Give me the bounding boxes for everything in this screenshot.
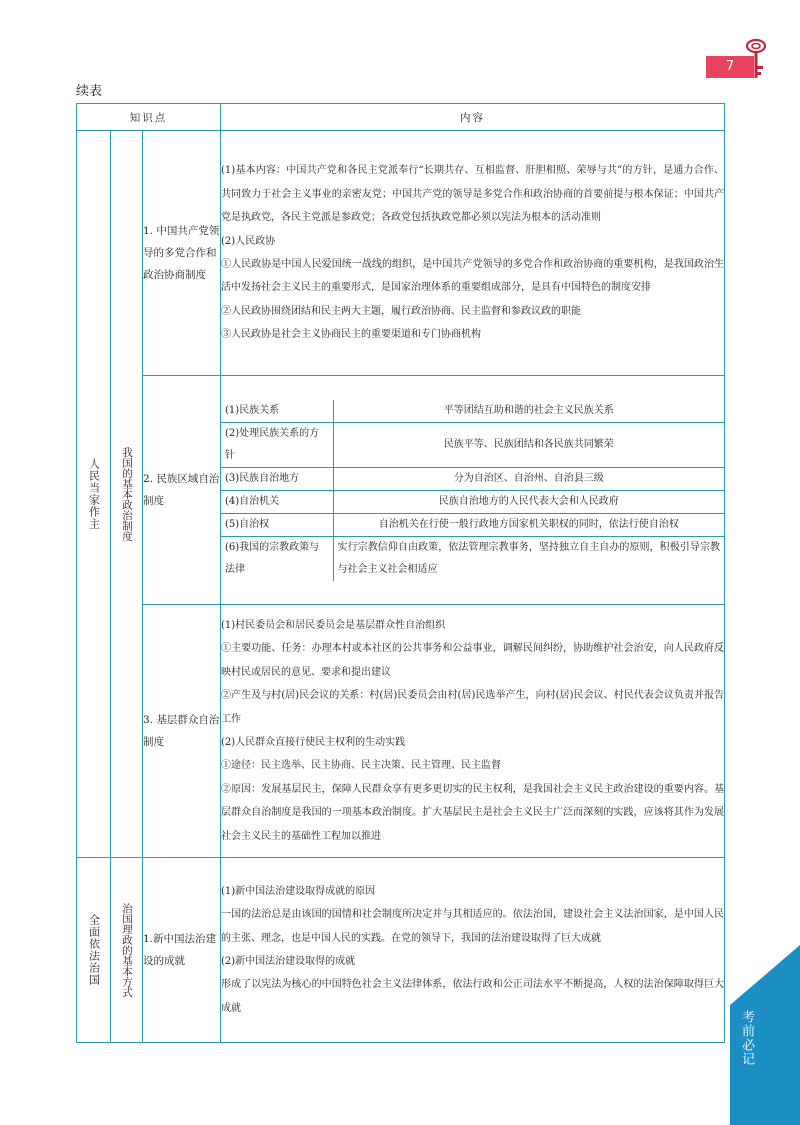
inner-key: (5)自治权: [221, 513, 333, 536]
section-cell: [77, 131, 111, 858]
inner-key: (1)民族关系: [221, 400, 333, 423]
inner-row: [221, 400, 724, 423]
content-cell: [221, 131, 725, 376]
content-line: 形成了以宪法为核心的中国特色社会主义法律体系，依法行政和公正司法水平不断提高，人权的法治保障取得巨大成就: [221, 979, 725, 1014]
inner-value: 分为自治区、自治州、自治县三级: [333, 467, 724, 490]
inner-row: [221, 422, 724, 467]
inner-row: [221, 536, 724, 581]
inner-row: [221, 467, 724, 490]
content-line: (2)人民政协: [221, 235, 276, 247]
section-title: 全面依法治国: [87, 914, 101, 986]
subsection-cell: [111, 131, 143, 858]
inner-key: (6)我国的宗教政策与法律: [221, 536, 333, 581]
content-line: (1)新中国法治建设取得成就的原因: [221, 885, 376, 897]
topic-title: 2. 民族区域自治制度: [143, 376, 221, 605]
inner-value: 平等团结互助和谐的社会主义民族关系: [333, 400, 724, 423]
content-line: ②原因：发展基层民主，保障人民群众享有更多更切实的民主权利，是我国社会主义民主政治建设的重要内容。基层群众自治制度是我国的一项基本政治制度。扩大基层民主是社会主义民主广泛而深刻的实践，应该将其作为发展社会主义民主的基础性工程加以推进: [221, 783, 725, 842]
inner-row: [221, 513, 724, 536]
inner-key: (3)民族自治地方: [221, 467, 333, 490]
content-cell: [221, 376, 725, 605]
content-line: (1)村民委员会和居民委员会是基层群众性自治组织: [221, 619, 446, 631]
key-icon: [742, 38, 772, 84]
content-cell: [221, 605, 725, 858]
content-line: 一国的法治总是由该国的国情和社会制度所决定并与其相适应的。依法治国，建设社会主义法治国家，是中国人民的主张、理念，也是中国人民的实践。在党的领导下，我国的法治建设取得了巨大成就: [221, 909, 725, 944]
content-line: (2)人民群众直接行使民主权利的生动实践: [221, 737, 406, 748]
page-number: 7: [706, 56, 754, 78]
content-line: ②产生及与村(居)民会议的关系：村(居)民委员会由村(居)民选举产生，向村(居)民会议、村民代表会议负责并报告工作: [221, 690, 725, 725]
content-line: ③人民政协是社会主义协商民主的重要渠道和专门协商机构: [221, 329, 482, 341]
table-row: [77, 376, 725, 605]
topic-title: 1.新中国法治建设的成就: [143, 858, 221, 1043]
ethnic-policy-table: [221, 400, 724, 581]
inner-value: 民族自治地方的人民代表大会和人民政府: [333, 490, 724, 513]
header-knowledge: 知识点: [77, 104, 221, 131]
inner-value: 自治机关在行使一般行政地方国家机关职权的同时，依法行使自治权: [333, 513, 724, 536]
inner-key: (2)处理民族关系的方针: [221, 422, 333, 467]
topic-title: 1. 中国共产党领导的多党合作和政治协商制度: [143, 131, 221, 376]
table-row: [77, 605, 725, 858]
content-line: ①主要功能、任务：办理本村或本社区的公共事务和公益事业，调解民间纠纷，协助维护社会治安，向人民政府反映村民或居民的意见、要求和提出建议: [221, 643, 725, 678]
content-cell: [221, 858, 725, 1043]
continued-label: 续表: [76, 84, 103, 99]
subsection-title: 治国理政的基本方式: [121, 902, 133, 998]
inner-value: 民族平等、民族团结和各民族共同繁荣: [333, 422, 724, 467]
content-line: (1)基本内容：中国共产党和各民主党派奉行“长期共存、互相监督、肝胆相照、荣辱与共”的方针，是通力合作、共同致力于社会主义事业的亲密友党；中国共产党的领导是多党合作和政治协商的首要前提与根本保证；中国共产党是执政党，各民主党派是参政党；各政党包括执政党都必须以宪法为根本的活动准则: [221, 165, 725, 224]
table-row: [77, 131, 725, 376]
inner-value: 实行宗教信仰自由政策，依法管理宗教事务，坚持独立自主自办的原则，积极引导宗教与社会主义社会相适应: [333, 536, 724, 581]
content-line: ①途径：民主选举、民主协商、民主决策、民主管理、民主监督: [221, 760, 502, 772]
content-line: (2)新中国法治建设取得的成就: [221, 956, 356, 967]
topic-title: 3. 基层群众自治制度: [143, 605, 221, 858]
table-header-row: [77, 104, 725, 131]
subsection-cell: [111, 858, 143, 1043]
side-tab-label: 考前必记: [739, 1010, 754, 1066]
header-content: 内容: [221, 104, 725, 131]
content-line: ①人民政协是中国人民爱国统一战线的组织，是中国共产党领导的多党合作和政治协商的重要机构，是我国政治生活中发扬社会主义民主的重要形式，是国家治理体系的重要组成部分，是具有中国特色的制度安排: [221, 259, 725, 294]
knowledge-table: [76, 103, 725, 1043]
inner-row: [221, 490, 724, 513]
inner-key: (4)自治机关: [221, 490, 333, 513]
content-line: ②人民政协围绕团结和民主两大主题，履行政治协商、民主监督和参政议政的职能: [221, 305, 582, 317]
section-title: 人民当家作主: [87, 458, 101, 530]
table-row: [77, 858, 725, 1043]
section-cell: [77, 858, 111, 1043]
subsection-title: 我国的基本政治制度: [121, 446, 133, 542]
